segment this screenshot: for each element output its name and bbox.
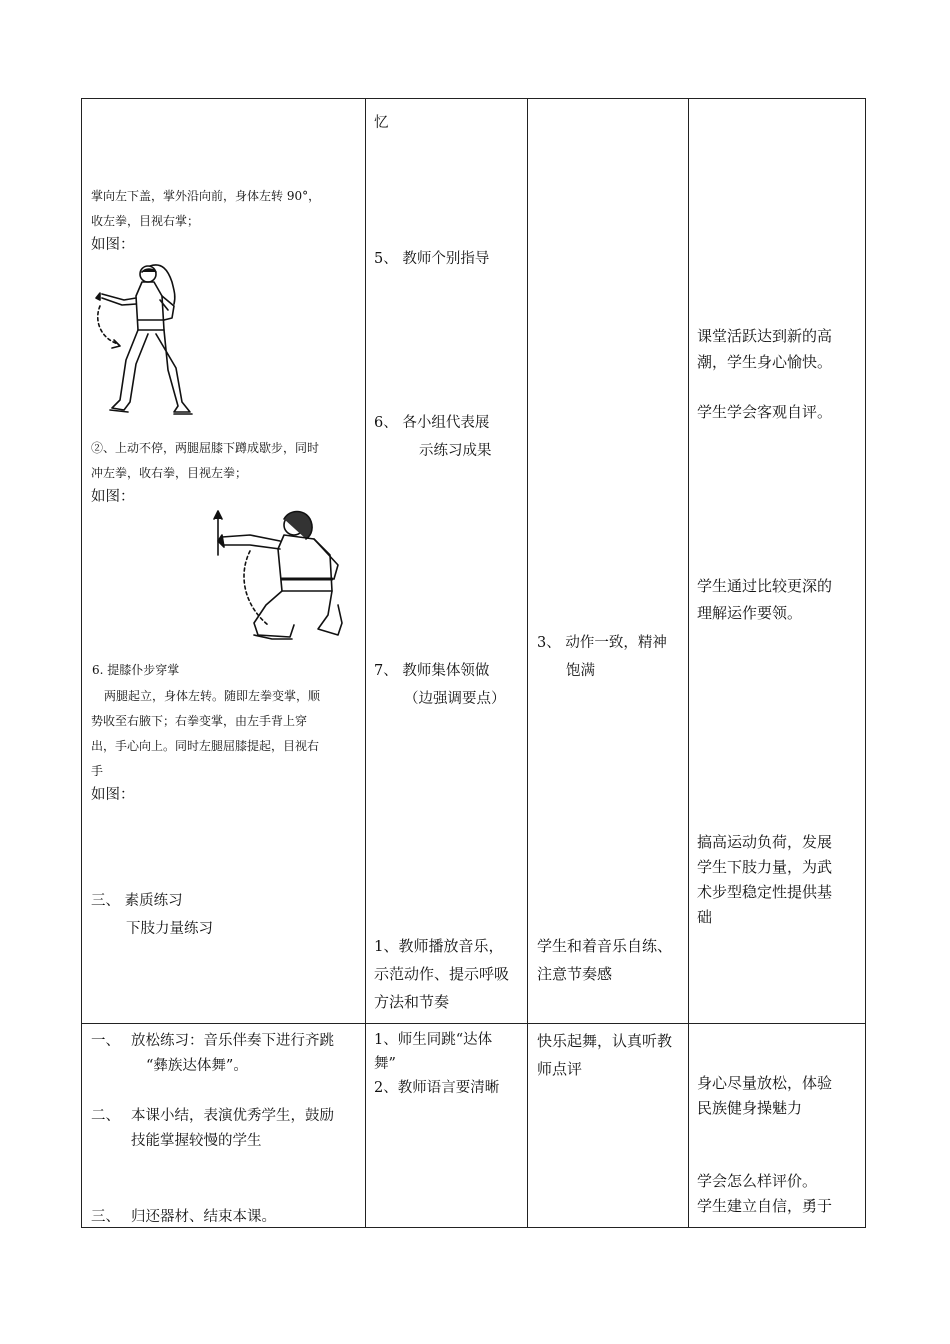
figure-standing-punch	[90, 260, 200, 420]
student-music-line1: 学生和着音乐自练、	[537, 937, 673, 955]
end-goal-1-line2: 民族健身操魅力	[697, 1099, 803, 1117]
teacher-item-5: 5、 教师个别指导	[374, 251, 490, 267]
section3-title: 三、 素质练习	[91, 893, 183, 909]
goal-2: 学生学会客观自评。	[697, 403, 833, 421]
goal-4-line2: 学生下肢力量，为武	[697, 858, 833, 876]
goal-3-line1: 学生通过比较更深的	[697, 577, 833, 595]
move6-line3: 出，手心向上。同时左腿屈膝提起，目视右	[91, 739, 320, 753]
goal-1-line2: 潮，学生身心愉快。	[697, 353, 833, 371]
end-student-line2: 师点评	[537, 1060, 583, 1078]
col2-top-char: 忆	[374, 115, 389, 131]
teacher-item-7-line1: 7、 教师集体领做	[374, 663, 490, 679]
student-item-3-line2: 饱满	[566, 663, 595, 679]
student-music-line2: 注意节奏感	[537, 965, 613, 983]
step2-line1: ②、上动不停，两腿屈膝下蹲成歇步，同时	[91, 441, 320, 455]
goal-4-line4: 础	[697, 908, 713, 926]
summary-line2: 技能掌握较慢的学生	[131, 1133, 262, 1149]
move5-desc-line1: 掌向左下盖，掌外沿向前，身体左转 90°，	[91, 189, 321, 203]
relax-line2: “彝族达体舞”。	[146, 1058, 248, 1074]
end-teacher-line2: 舞”	[374, 1056, 396, 1072]
student-item-3-line1: 3、 动作一致，精神	[537, 635, 667, 651]
column-divider-2	[527, 99, 528, 1227]
teacher-music-line3: 方法和节奏	[374, 993, 450, 1011]
return-line1: 归还器材、结束本课。	[131, 1209, 276, 1225]
end-goal-3: 学生建立自信，勇于	[697, 1197, 833, 1215]
return-num: 三、	[91, 1209, 120, 1225]
teacher-item-6-line1: 6、 各小组代表展	[374, 415, 490, 431]
summary-num: 二、	[91, 1108, 120, 1124]
end-goal-2: 学会怎么样评价。	[697, 1172, 818, 1190]
teacher-item-6-line2: 示练习成果	[419, 443, 492, 459]
teacher-item-7-line2: （边强调要点）	[404, 691, 506, 707]
section3-sub: 下肢力量练习	[126, 921, 213, 937]
relax-num: 一、	[91, 1033, 120, 1049]
end-student-line1: 快乐起舞，认真听教	[537, 1032, 673, 1050]
goal-3-line2: 理解运作要领。	[697, 604, 803, 622]
move6-line4: 手	[91, 764, 104, 778]
goal-4-line3: 术步型稳定性提供基	[697, 883, 833, 901]
move6-line1: 两腿起立，身体左转。随即左拳变掌，顺	[104, 689, 321, 703]
column-divider-3	[688, 99, 689, 1227]
end-goal-1-line1: 身心尽量放松，体验	[697, 1074, 833, 1092]
figure-label: 如图：	[91, 237, 135, 253]
relax-line1: 放松练习：音乐伴奏下进行齐跳	[131, 1033, 334, 1049]
step2-line2: 冲左拳，收右拳，目视左拳；	[91, 466, 248, 480]
move5-desc-line2: 收左拳，目视右掌；	[91, 214, 200, 228]
figure-label: 如图：	[91, 787, 135, 803]
goal-1-line1: 课堂活跃达到新的高	[697, 327, 833, 345]
goal-4-line1: 搞高运动负荷，发展	[697, 833, 833, 851]
row-divider	[82, 1023, 865, 1024]
column-divider-1	[365, 99, 366, 1227]
figure-label: 如图：	[91, 489, 135, 505]
teacher-music-line1: 1、教师播放音乐，	[374, 937, 504, 955]
move6-title: 6. 提膝仆步穿掌	[92, 663, 180, 677]
teacher-music-line2: 示范动作、提示呼吸	[374, 965, 510, 983]
end-teacher-line3: 2、教师语言要清晰	[374, 1080, 500, 1096]
end-teacher-line1: 1、师生同跳“达体	[374, 1032, 493, 1048]
summary-line1: 本课小结，表演优秀学生，鼓励	[131, 1108, 334, 1124]
figure-crouch-punch	[210, 505, 350, 645]
move6-line2: 势收至右腋下；右拳变掌，由左手背上穿	[91, 714, 308, 728]
